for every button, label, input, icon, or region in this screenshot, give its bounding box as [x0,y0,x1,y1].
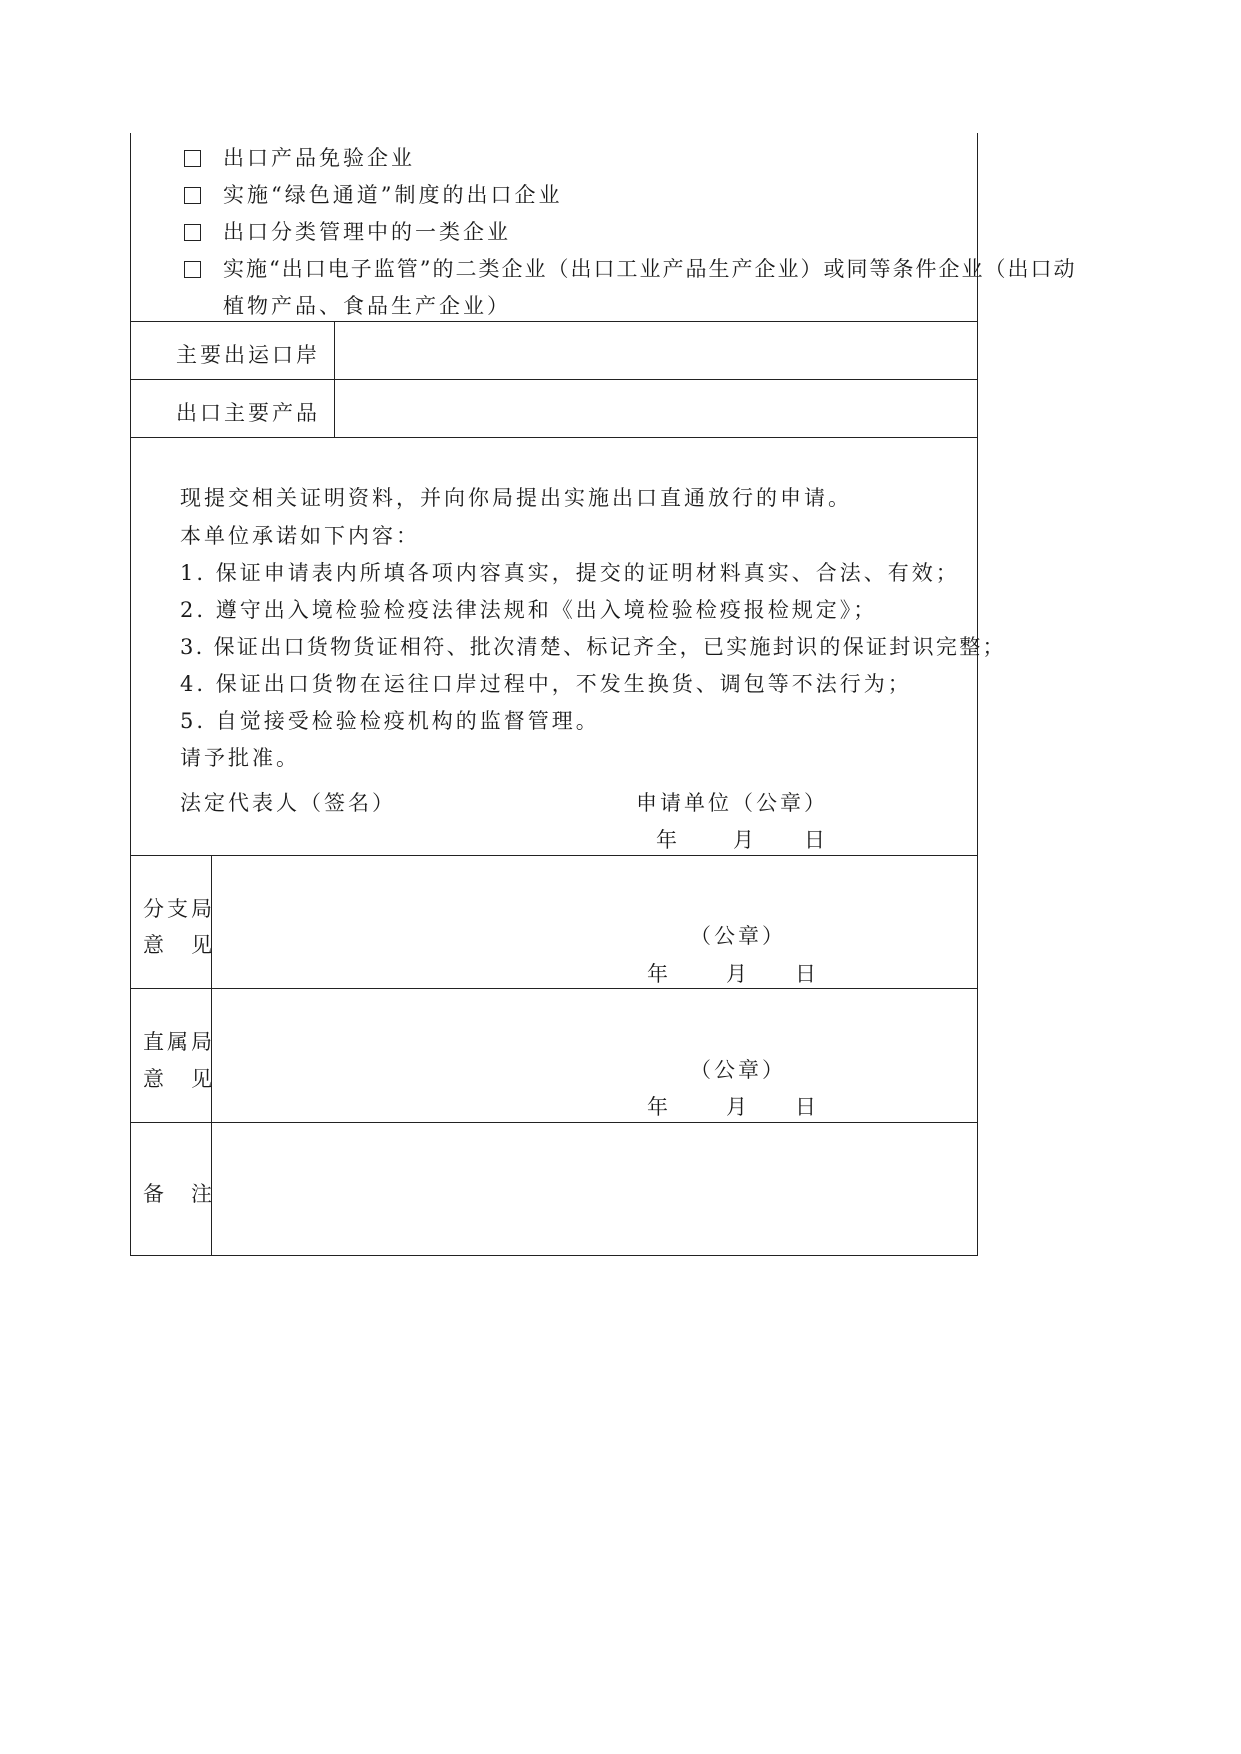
date-month: 月 [726,962,750,986]
applicant-seal: 申请单位（公章） [636,791,828,815]
product-value[interactable] [350,400,960,426]
product-label: 出口主要产品 [176,401,320,425]
checklist-label: 出口产品免验企业 [223,146,415,170]
checkbox-class-one[interactable] [184,224,201,241]
row-divider [130,855,978,856]
date-day: 日 [804,828,828,852]
port-label: 主要出运口岸 [176,343,320,367]
direct-seal: （公章） [690,1058,786,1082]
date-year: 年 [647,1095,671,1119]
date-month: 月 [726,1095,750,1119]
promise-item: 1. 保证申请表内所填各项内容真实，提交的证明材料真实、合法、有效； [180,561,960,585]
row-divider [130,379,978,380]
promise-item: 3. 保证出口货物货证相符、批次清楚、标记齐全，已实施封识的保证封识完整； [180,635,1006,659]
checklist-label: 实施“出口电子监管”的二类企业（出口工业产品生产企业）或同等条件企业（出口动 [223,257,1077,281]
direct-opinion-label: 意 见 [143,1067,215,1091]
branch-seal: （公章） [690,924,786,948]
date-day: 日 [795,1095,819,1119]
row-divider [130,437,978,438]
checkbox-exempt[interactable] [184,150,201,167]
table-right-border [977,133,978,1256]
row-divider [130,321,978,322]
remarks-label: 备 注 [143,1182,215,1206]
declaration-intro: 现提交相关证明资料，并向你局提出实施出口直通放行的申请。 [180,486,852,510]
date-month: 月 [733,828,757,852]
checklist-label: 出口分类管理中的一类企业 [223,220,511,244]
checklist-label-continued: 植物产品、食品生产企业） [223,294,511,318]
field-column-divider [334,321,335,437]
remarks-field[interactable] [213,1124,975,1254]
direct-opinion-label: 直属局 [143,1030,215,1054]
date-day: 日 [795,962,819,986]
checklist-label: 实施“绿色通道”制度的出口企业 [223,183,563,207]
table-bottom-border [130,1255,978,1256]
checkbox-e-supervision[interactable] [184,261,201,278]
row-divider [130,988,978,989]
date-year: 年 [647,962,671,986]
promise-item: 2. 遵守出入境检验检疫法律法规和《出入境检验检疫报检规定》； [180,598,878,622]
approve-request: 请予批准。 [180,746,300,770]
port-value[interactable] [350,342,960,368]
branch-opinion-label: 分支局 [143,897,215,921]
row-divider [130,1122,978,1123]
promise-item: 4. 保证出口货物在运往口岸过程中，不发生换货、调包等不法行为； [180,672,912,696]
branch-opinion-label: 意 见 [143,933,215,957]
promise-item: 5. 自觉接受检验检疫机构的监督管理。 [180,709,600,733]
checkbox-green-channel[interactable] [184,187,201,204]
promise-title: 本单位承诺如下内容： [180,524,420,548]
table-left-border [130,133,131,1256]
legal-rep-signature: 法定代表人（签名） [180,791,396,815]
date-year: 年 [656,828,680,852]
